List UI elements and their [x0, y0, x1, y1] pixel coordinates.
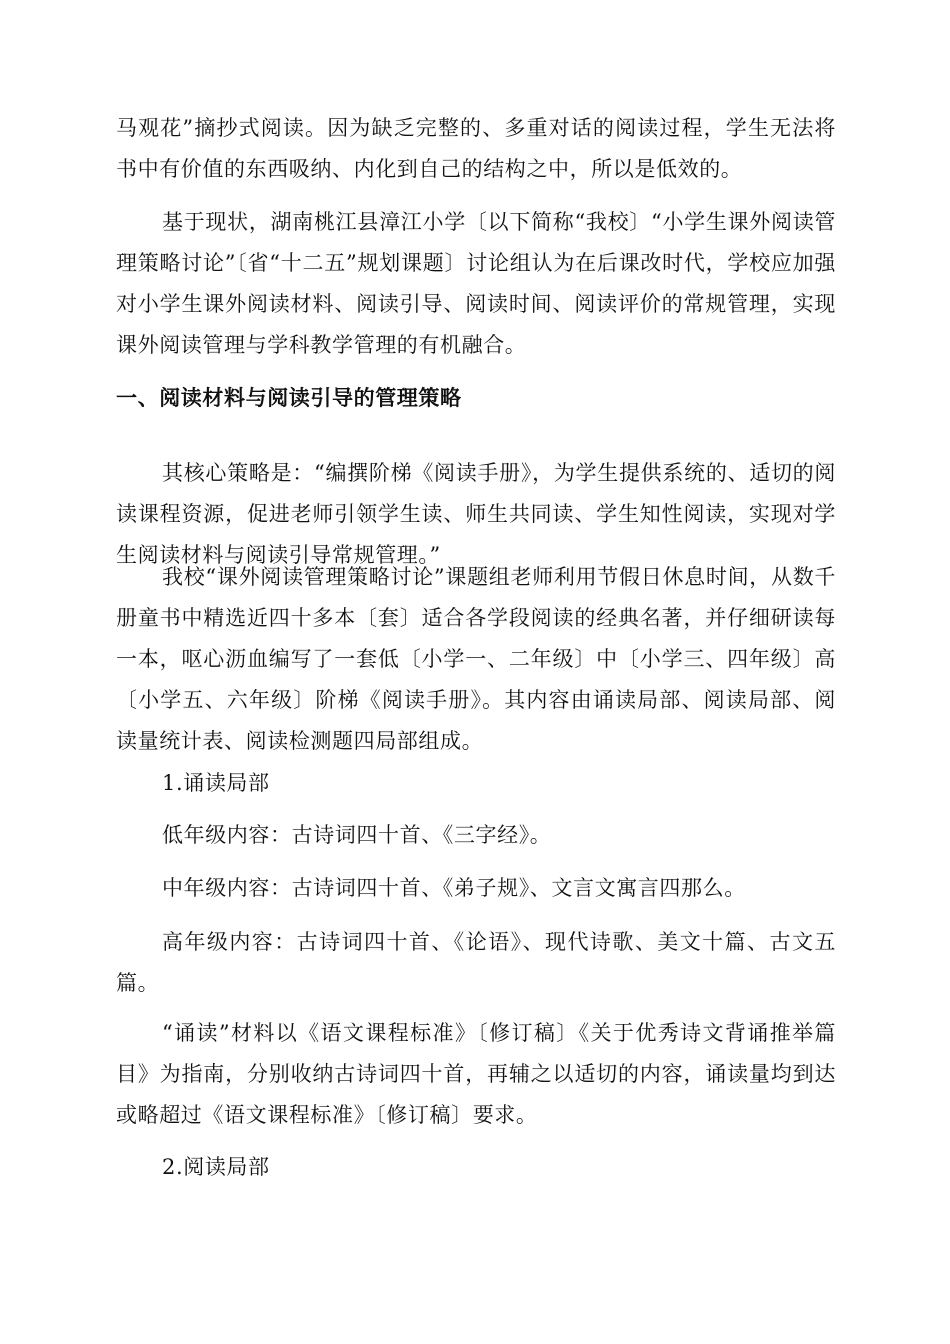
paragraph-mid-grade: 中年级内容：古诗词四十首、《弟子规》、文言文寓言四那么。 [162, 876, 746, 900]
paragraph-high-grade: 高年级内容：古诗词四十首、《论语》、现代诗歌、美文十篇、古文五篇。 [116, 930, 836, 995]
paragraph-low-grade: 低年级内容：古诗词四十首、《三字经》。 [162, 823, 552, 847]
paragraph-core-strategy: 其核心策略是：“编撰阶梯《阅读手册》，为学生提供系统的、适切的阅读课程资源，促进老师引领学生读、师生共同读、学生知性阅读，实现对学生阅读材料与阅读引导常规管理。” [116, 461, 836, 567]
paragraph-background: 基于现状，湖南桃江县漳江小学〔以下简称“我校〕“小学生课外阅读管理策略讨论”〔省“十二五”规划课题〕讨论组认为在后课改时代，学校应加强对小学生课外阅读材料、阅读引导、阅读时间、阅读评价的常规管理，实现课外阅读管理与学科教学管理的有机融合。 [116, 210, 836, 357]
paragraph-recitation-materials: “诵读”材料以《语文课程标准》〔修订稿〕《关于优秀诗文背诵推举篇目》为指南，分别收纳古诗词四十首，再辅之以适切的内容，诵读量均到达或略超过《语文课程标准》〔修订稿〕要求。 [116, 1021, 836, 1127]
paragraph-continuation: 马观花”摘抄式阅读。因为缺乏完整的、多重对话的阅读过程，学生无法将书中有价值的东西吸纳、内化到自己的结构之中，所以是低效的。 [116, 116, 836, 181]
subheading-recitation: 1.诵读局部 [162, 771, 270, 795]
section-heading: 一、阅读材料与阅读引导的管理策略 [116, 386, 462, 410]
subheading-reading: 2.阅读局部 [162, 1155, 270, 1179]
paragraph-handbook: 我校“课外阅读管理策略讨论”课题组老师利用节假日休息时间，从数千册童书中精选近四十多本〔套〕适合各学段阅读的经典名著，并仔细研读每一本，呕心沥血编写了一套低〔小学一、二年级〕中〔小学三、四年级〕高〔小学五、六年级〕阶梯《阅读手册》。其内容由诵读局部、阅读局部、阅读量统计表、阅读检测题四局部组成。 [116, 565, 836, 753]
